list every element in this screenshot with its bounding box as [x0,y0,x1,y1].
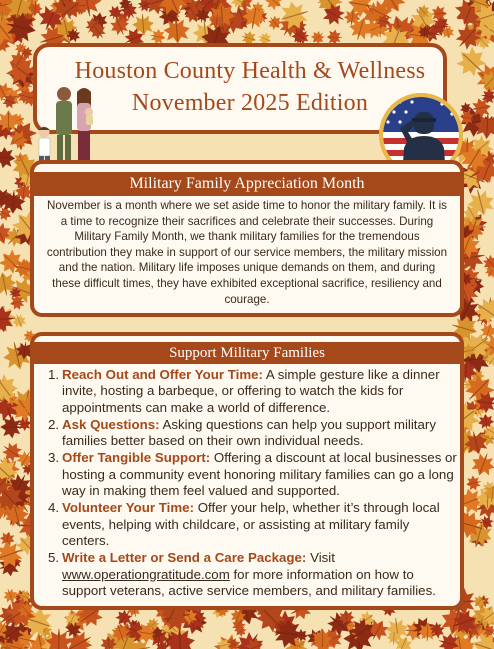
list-item [40,450,460,499]
list-item [40,500,460,549]
list-item [40,550,460,599]
item-lead: Volunteer Your Time: [62,500,195,516]
item-text: A simple gesture like a dinner invite, hosting a barbeque, or offering to watch the kids for appointments can make a world of difference. [62,367,440,415]
support-list [40,367,460,600]
list-item [40,417,460,450]
item-number: 4. [48,500,60,516]
item-lead: Ask Questions: [62,416,160,432]
item-text: Visit [306,550,335,566]
item-text: Offering a discount at local businesses or hosting a community event honoring military families can go a long way in making them feel valued and supported. [62,450,457,499]
page-title: Houston County Health & Wellness [74,58,426,84]
item-text: for more information on how to support veterans, active service members, and military families. [62,566,436,598]
support-heading: Support Military Families [169,345,325,361]
item-lead: Offer Tangible Support: [62,450,211,466]
edition-subtitle: November 2025 Edition [131,90,369,116]
item-number: 1. [48,367,60,382]
appreciation-body: November is a month where we set aside time to honor the military family. It is a time to recognize their sacrifices and celebrate their successes. During Military Family Month, we thank military families for the tremendous contribution they make in support of our service members, the military mission and the nation. Military life imposes unique demands on them, and during these difficult times, they have exhibited exceptional sacrifice, resiliency and courage. [46,199,448,306]
item-text: Offer your help, whether it’s through local events, helping with childcare, or assisting at military family centers. [62,500,440,548]
item-number: 5. [48,550,60,566]
item-lead: Reach Out and Offer Your Time: [62,367,263,382]
item-text: Asking questions can help you support military families better based on their own individual needs. [62,416,436,449]
appreciation-heading: Military Family Appreciation Month [129,175,365,192]
item-lead: Write a Letter or Send a Care Package: [62,550,307,566]
support-heading-banner [30,342,464,364]
appreciation-heading-banner [30,172,464,196]
list-item [40,367,460,416]
item-number: 3. [48,450,60,466]
item-number: 2. [48,416,60,432]
operation-gratitude-link[interactable]: www.operationgratitude.com [62,566,230,582]
